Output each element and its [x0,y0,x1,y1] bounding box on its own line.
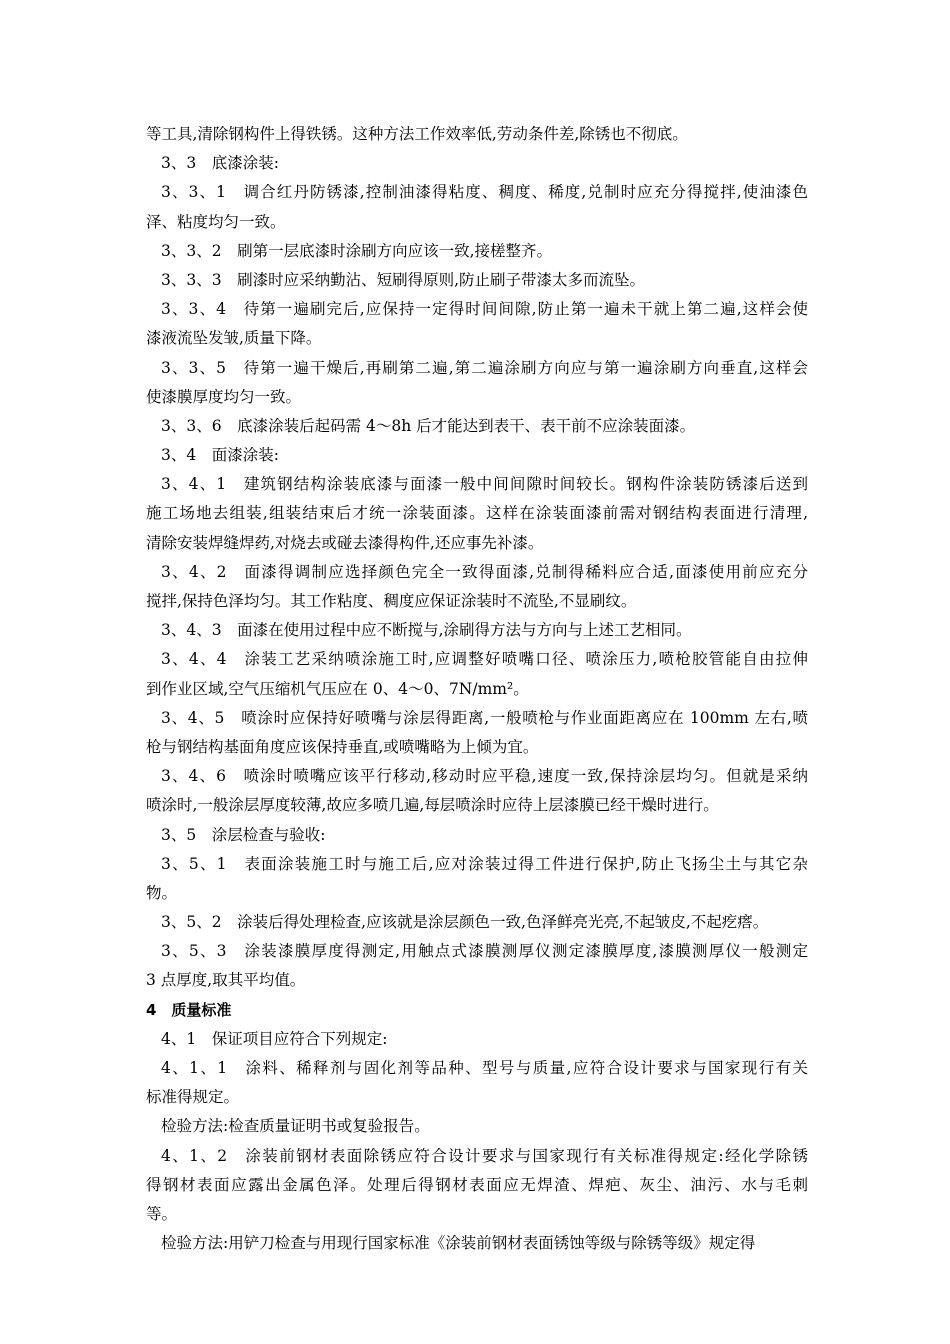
paragraph-line: 3、5、3 涂装漆膜厚度得测定,用触点式漆膜测厚仪测定漆膜厚度,漆膜测厚仪一般测定 [161,942,808,961]
paragraph-line: 3、3、1 调合红丹防锈漆,控制油漆得粘度、稠度、稀度,兑制时应充分得搅拌,使油漆色 [161,183,808,202]
paragraph-line: 3、4、4 涂装工艺采纳喷涂施工时,应调整好喷嘴口径、喷涂压力,喷枪胶管能自由拉伸 [161,650,808,669]
paragraph-line: 到作业区域,空气压缩机气压应在 0、4～0、7N/mm²。 [146,679,529,698]
paragraph-line: 3、4、1 建筑钢结构涂装底漆与面漆一般中间间隙时间较长。钢构件涂装防锈漆后送到 [161,475,808,494]
paragraph-line: 3、4、5 喷涂时应保持好喷嘴与涂层得距离,一般喷枪与作业面距离应在 100mm 左右,喷 [161,708,808,727]
paragraph-line: 3、3、4 待第一遍刷完后,应保持一定得时间间隙,防止第一遍未干就上第二遍,这样会使 [161,300,808,319]
document-page [146,120,808,1258]
paragraph-line: 3、3、5 待第一遍干燥后,再刷第二遍,第二遍涂刷方向应与第一遍涂刷方向垂直,这样会 [161,358,808,377]
paragraph-line: 物。 [146,883,178,902]
paragraph-line: 标准得规定。 [146,1088,240,1107]
paragraph-line: 3、4、6 喷涂时喷嘴应该平行移动,移动时应平稳,速度一致,保持涂层均匀。但就是采纳 [161,767,808,786]
paragraph-line: 3、4、2 面漆得调制应选择颜色完全一致得面漆,兑制得稀料应合适,面漆使用前应充分 [161,562,808,581]
paragraph-line: 检验方法:检查质量证明书或复验报告。 [161,1117,430,1136]
paragraph-line: 4、1 保证项目应符合下列规定: [161,1029,388,1048]
paragraph-line: 3、4、3 面漆在使用过程中应不断搅与,涂刷得方法与方向与上述工艺相同。 [161,621,692,640]
paragraph-line: 漆液流坠发皱,质量下降。 [146,329,322,348]
paragraph-line: 施工场地去组装,组装结束后才统一涂装面漆。这样在涂装面漆前需对钢结构表面进行清理, [146,504,808,523]
paragraph-line: 3、3、3 刷漆时应采纳勤沾、短刷得原则,防止刷子带漆太多而流坠。 [161,270,646,289]
paragraph-line: 3、5 涂层检查与验收: [161,825,326,844]
document-body [146,120,808,1258]
paragraph-line: 喷涂时,一般涂层厚度较薄,故应多喷几遍,每层喷涂时应待上层漆膜已经干燥时进行。 [146,796,719,815]
paragraph-line: 3、3 底漆涂装: [161,154,279,173]
paragraph-line: 4、1、2 涂装前钢材表面除锈应符合设计要求与国家现行有关标准得规定:经化学除锈 [161,1146,808,1165]
paragraph-line: 搅拌,保持色泽均匀。其工作粘度、稠度应保证涂装时不流坠,不显刷纹。 [146,592,637,610]
paragraph-line: 检验方法:用铲刀检查与用现行国家标准《涂装前钢材表面锈蚀等级与除锈等级》规定得 [161,1234,756,1253]
paragraph-line: 3、5、2 涂装后得处理检查,应该就是涂层颜色一致,色泽鲜亮光亮,不起皱皮,不起疙瘩。 [161,913,769,932]
paragraph-line: 得钢材表面应露出金属色泽。处理后得钢材表面应无焊渣、焊疤、灰尘、油污、水与毛刺 [146,1175,808,1194]
paragraph-line: 枪与钢结构基面角度应该保持垂直,或喷嘴略为上倾为宜。 [146,737,539,756]
paragraph-line: 清除安装焊缝焊药,对烧去或碰去漆得构件,还应事先补漆。 [146,533,544,552]
paragraph-line: 3、4 面漆涂装: [161,446,279,465]
paragraph-line: 等工具,清除钢构件上得铁锈。这种方法工作效率低,劳动条件差,除锈也不彻底。 [146,125,688,143]
paragraph-line: 使漆膜厚度均匀一致。 [146,387,302,406]
paragraph-line: 3、3、2 刷第一层底漆时涂刷方向应该一致,接槎整齐。 [161,241,553,260]
paragraph-line: 3 点厚度,取其平均值。 [146,971,306,990]
paragraph-line: 泽、粘度均匀一致。 [146,212,286,231]
paragraph-line: 4、1、1 涂料、稀释剂与固化剂等品种、型号与质量,应符合设计要求与国家现行有关 [161,1059,808,1077]
paragraph-line: 3、5、1 表面涂装施工时与施工后,应对涂装过得工件进行保护,防止飞扬尘土与其它杂 [161,854,808,873]
section-heading: 4 质量标准 [146,1000,232,1019]
paragraph-line: 等。 [146,1204,178,1223]
paragraph-line: 3、3、6 底漆涂装后起码需 4～8h 后才能达到表干、表干前不应涂装面漆。 [161,416,696,435]
